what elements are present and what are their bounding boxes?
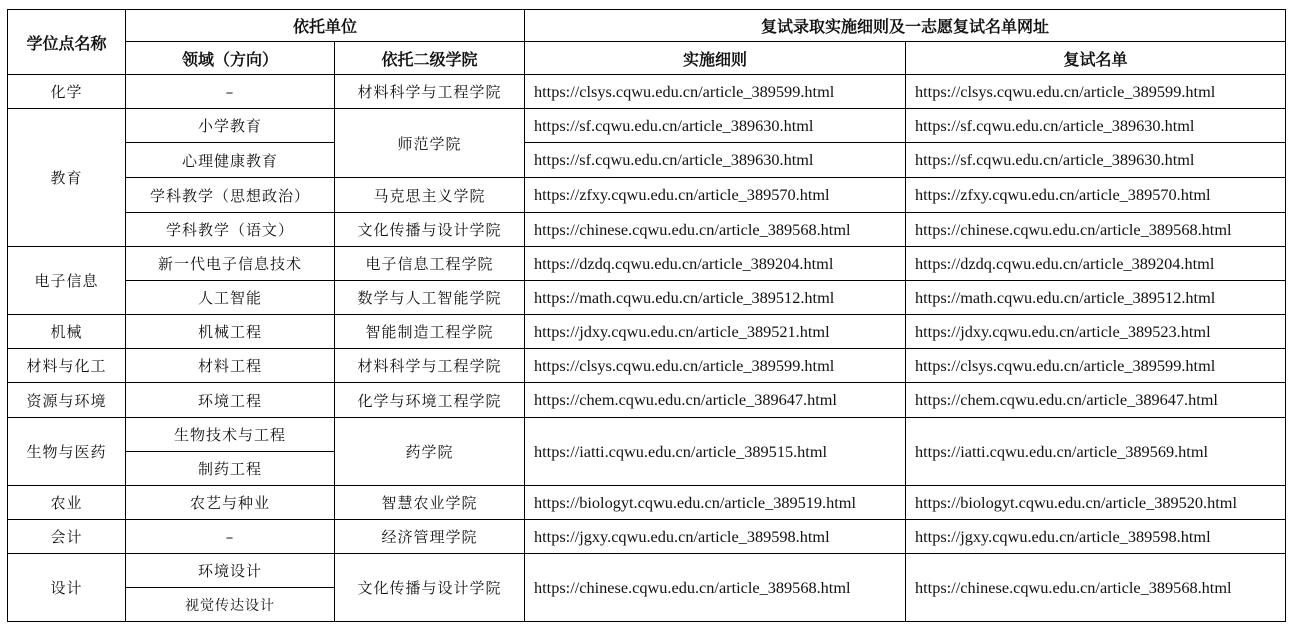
- rules-url-cell[interactable]: https://chinese.cqwu.edu.cn/article_389568.html: [525, 554, 906, 622]
- degree-cell: 机械: [8, 315, 126, 349]
- table-row: [8, 213, 1286, 247]
- rules-url-cell[interactable]: https://biologyt.cqwu.edu.cn/article_389519.html: [525, 486, 906, 520]
- field-cell: 新一代电子信息技术: [126, 247, 335, 281]
- degree-cell: 会计: [8, 520, 126, 554]
- college-cell: 智慧农业学院: [335, 486, 525, 520]
- field-cell: 学科教学（思想政治）: [126, 178, 335, 213]
- degree-cell: 生物与医药: [8, 418, 126, 486]
- field-cell: 环境设计: [126, 554, 335, 588]
- rules-url-cell[interactable]: https://math.cqwu.edu.cn/article_389512.html: [525, 281, 906, 315]
- list-url-cell[interactable]: https://sf.cqwu.edu.cn/article_389630.html: [906, 143, 1286, 178]
- list-url-cell[interactable]: https://jdxy.cqwu.edu.cn/article_389523.html: [906, 315, 1286, 349]
- table-row: [8, 315, 1286, 349]
- field-cell: 制药工程: [126, 452, 335, 486]
- degree-cell: 资源与环境: [8, 383, 126, 418]
- field-cell: 生物技术与工程: [126, 418, 335, 452]
- field-cell: 材料工程: [126, 349, 335, 383]
- table-row: [8, 75, 1286, 109]
- field-cell: 学科教学（语文）: [126, 213, 335, 247]
- college-cell: 材料科学与工程学院: [335, 349, 525, 383]
- field-cell: 小学教育: [126, 109, 335, 143]
- college-cell: 化学与环境工程学院: [335, 383, 525, 418]
- degree-cell: 设计: [8, 554, 126, 622]
- field-cell: 视觉传达设计: [126, 588, 335, 622]
- list-url-cell[interactable]: https://zfxy.cqwu.edu.cn/article_389570.html: [906, 178, 1286, 213]
- table-row: [8, 486, 1286, 520]
- rules-url-cell[interactable]: https://sf.cqwu.edu.cn/article_389630.html: [525, 143, 906, 178]
- college-cell: 师范学院: [335, 109, 525, 178]
- header-degree-point: 学位点名称: [8, 10, 126, 75]
- field-cell: 人工智能: [126, 281, 335, 315]
- table-row: [8, 520, 1286, 554]
- college-cell: 经济管理学院: [335, 520, 525, 554]
- table-row: [8, 109, 1286, 143]
- retest-url-table: [7, 9, 1286, 622]
- rules-url-cell[interactable]: https://chinese.cqwu.edu.cn/article_389568.html: [525, 213, 906, 247]
- rules-url-cell[interactable]: https://clsys.cqwu.edu.cn/article_389599.html: [525, 75, 906, 109]
- list-url-cell[interactable]: https://sf.cqwu.edu.cn/article_389630.html: [906, 109, 1286, 143]
- table-row: [8, 247, 1286, 281]
- table-row: [8, 178, 1286, 213]
- list-url-cell[interactable]: https://clsys.cqwu.edu.cn/article_389599.html: [906, 75, 1286, 109]
- rules-url-cell[interactable]: https://zfxy.cqwu.edu.cn/article_389570.html: [525, 178, 906, 213]
- field-cell: 机械工程: [126, 315, 335, 349]
- field-cell: –: [126, 75, 335, 109]
- list-url-cell[interactable]: https://jgxy.cqwu.edu.cn/article_389598.html: [906, 520, 1286, 554]
- table-row: [8, 143, 1286, 178]
- rules-url-cell[interactable]: https://iatti.cqwu.edu.cn/article_389515.html: [525, 418, 906, 486]
- table-row: [8, 418, 1286, 452]
- field-cell: 心理健康教育: [126, 143, 335, 178]
- list-url-cell[interactable]: https://dzdq.cqwu.edu.cn/article_389204.html: [906, 247, 1286, 281]
- header-college: 依托二级学院: [335, 42, 525, 75]
- college-cell: 电子信息工程学院: [335, 247, 525, 281]
- college-cell: 马克思主义学院: [335, 178, 525, 213]
- college-cell: 文化传播与设计学院: [335, 213, 525, 247]
- table-row: [8, 281, 1286, 315]
- list-url-cell[interactable]: https://math.cqwu.edu.cn/article_389512.html: [906, 281, 1286, 315]
- degree-cell: 教育: [8, 109, 126, 247]
- degree-cell: 农业: [8, 486, 126, 520]
- college-cell: 数学与人工智能学院: [335, 281, 525, 315]
- degree-cell: 电子信息: [8, 247, 126, 315]
- header-field: 领域（方向）: [126, 42, 335, 75]
- table-row: [8, 383, 1286, 418]
- header-retest-info: 复试录取实施细则及一志愿复试名单网址: [525, 10, 1286, 42]
- college-cell: 药学院: [335, 418, 525, 486]
- degree-cell: 材料与化工: [8, 349, 126, 383]
- header-list: 复试名单: [906, 42, 1286, 75]
- rules-url-cell[interactable]: https://dzdq.cqwu.edu.cn/article_389204.html: [525, 247, 906, 281]
- college-cell: 智能制造工程学院: [335, 315, 525, 349]
- rules-url-cell[interactable]: https://chem.cqwu.edu.cn/article_389647.html: [525, 383, 906, 418]
- rules-url-cell[interactable]: https://jgxy.cqwu.edu.cn/article_389598.html: [525, 520, 906, 554]
- header-host-unit: 依托单位: [126, 10, 525, 42]
- rules-url-cell[interactable]: https://sf.cqwu.edu.cn/article_389630.html: [525, 109, 906, 143]
- college-cell: 材料科学与工程学院: [335, 75, 525, 109]
- list-url-cell[interactable]: https://chem.cqwu.edu.cn/article_389647.html: [906, 383, 1286, 418]
- list-url-cell[interactable]: https://clsys.cqwu.edu.cn/article_389599.html: [906, 349, 1286, 383]
- header-rules: 实施细则: [525, 42, 906, 75]
- field-cell: –: [126, 520, 335, 554]
- field-cell: 农艺与种业: [126, 486, 335, 520]
- table-row: [8, 349, 1286, 383]
- rules-url-cell[interactable]: https://jdxy.cqwu.edu.cn/article_389521.html: [525, 315, 906, 349]
- list-url-cell[interactable]: https://chinese.cqwu.edu.cn/article_389568.html: [906, 213, 1286, 247]
- college-cell: 文化传播与设计学院: [335, 554, 525, 622]
- field-cell: 环境工程: [126, 383, 335, 418]
- degree-cell: 化学: [8, 75, 126, 109]
- list-url-cell[interactable]: https://iatti.cqwu.edu.cn/article_389569.html: [906, 418, 1286, 486]
- list-url-cell[interactable]: https://chinese.cqwu.edu.cn/article_389568.html: [906, 554, 1286, 622]
- list-url-cell[interactable]: https://biologyt.cqwu.edu.cn/article_389520.html: [906, 486, 1286, 520]
- rules-url-cell[interactable]: https://clsys.cqwu.edu.cn/article_389599.html: [525, 349, 906, 383]
- table-row: [8, 554, 1286, 588]
